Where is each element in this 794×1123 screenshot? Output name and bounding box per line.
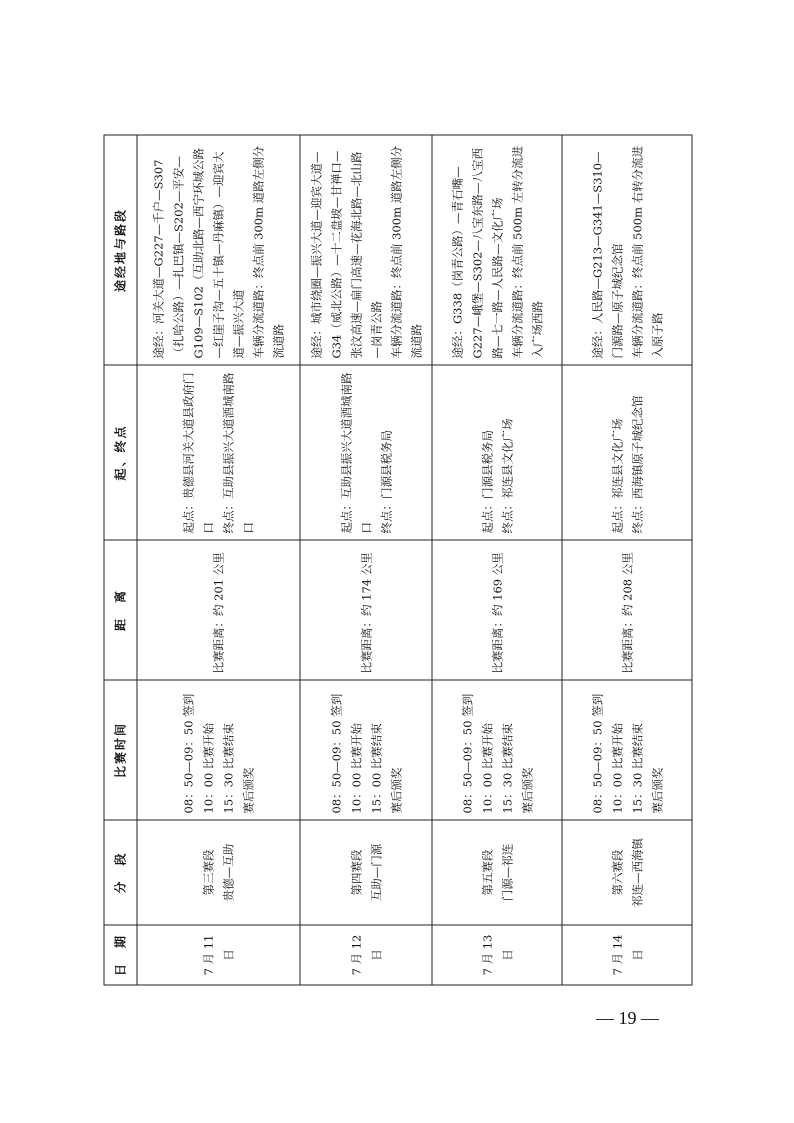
- header-segment: 分 段: [104, 820, 137, 925]
- segment-cell-line: 第四赛段: [348, 849, 363, 895]
- endpoints-cell: [137, 365, 300, 540]
- page-number: — 19 —: [596, 1008, 659, 1028]
- time-cell-line: 10：00 比赛开始: [479, 722, 494, 813]
- time-cell-line: 15：30 比赛结束: [629, 722, 644, 813]
- segment-cell-line: 第五赛段: [479, 849, 494, 895]
- time-cell-line: 08：50—09：50 签到: [181, 693, 195, 813]
- table-row: [432, 135, 562, 985]
- time-cell-line: 赛后颁奖: [388, 767, 403, 813]
- distance-cell: 比赛距离：约 208 公里: [562, 540, 692, 680]
- endpoints-cell-line: 起点：祁连县文化广场: [609, 418, 624, 533]
- time-cell-line: 10：00 比赛开始: [201, 722, 215, 813]
- route-cell-line: 车辆分流道路：终点前 500m 右转分流进入原子路: [629, 145, 664, 358]
- route-cell-line: 途经：河关大道—G227—千户—S307（扎哈公路）—扎巴镇—S202—平安—G109—S102（互助北路—西宁环城公路—红崖子沟—五十镇—丹麻镇）—迎宾大道—振兴大道: [151, 147, 245, 358]
- route-cell: [432, 135, 562, 365]
- endpoints-cell: [300, 365, 432, 540]
- distance-cell: 比赛距离：约 169 公里: [432, 540, 562, 680]
- table-row: [300, 135, 432, 985]
- route-cell-line: 途经：城市绕圈—振兴大道—迎宾大道—G34（威北公路）—十二盘坡—甘禅口—张汶高速—扁门高速—花海北路—北山路—岗青公路: [308, 150, 383, 358]
- route-cell-line: 途经：人民路—G213—G341—S310—门源路—原子城纪念馆: [589, 150, 624, 358]
- route-cell-line: 车辆分流道路：终点前 300m 道路左侧分流道路: [388, 145, 423, 358]
- endpoints-cell-line: 起点：互助县振兴大道酒城南路口: [338, 372, 373, 533]
- endpoints-cell: [432, 365, 562, 540]
- time-cell: [300, 680, 432, 820]
- time-cell: [137, 680, 300, 820]
- route-cell: [300, 135, 432, 365]
- segment-cell-line: 第三赛段: [201, 849, 215, 895]
- route-cell: [137, 135, 300, 365]
- endpoints-cell-line: 终点：门源县税务局: [378, 429, 393, 533]
- date-cell: 7 月 13 日: [432, 925, 562, 985]
- route-cell: [562, 135, 692, 365]
- time-cell-line: 赛后颁奖: [241, 767, 255, 813]
- time-cell: [432, 680, 562, 820]
- segment-cell: [432, 820, 562, 925]
- endpoints-cell: [562, 365, 692, 540]
- time-cell: [562, 680, 692, 820]
- header-endpoints: 起、终点: [104, 365, 137, 540]
- time-cell-line: 08：50—09：50 签到: [328, 693, 343, 813]
- race-schedule-table: [103, 134, 692, 985]
- header-route: 途经地与路段: [104, 135, 137, 365]
- time-cell-line: 10：00 比赛开始: [348, 722, 363, 813]
- endpoints-cell-line: 起点：门源县税务局: [479, 429, 494, 533]
- date-cell: 7 月 12 日: [300, 925, 432, 985]
- segment-cell-line: 互助—门源: [368, 843, 383, 901]
- date-cell: 7 月 11 日: [137, 925, 300, 985]
- route-cell-line: 途经：G338（岗青公路）—青石嘴—G227—峨堡—S302—八宝东路—八宝西路—七一路—人民路—文化广场: [449, 147, 504, 358]
- time-cell-line: 15：00 比赛结束: [368, 722, 383, 813]
- segment-cell-line: 祁连—西海镇: [629, 837, 644, 907]
- table-row: [137, 135, 300, 985]
- rotated-table-container: [103, 135, 690, 985]
- distance-cell: 比赛距离：约 174 公里: [300, 540, 432, 680]
- header-date: 日 期: [104, 925, 137, 985]
- segment-cell: [137, 820, 300, 925]
- segment-cell-line: 第六赛段: [609, 849, 624, 895]
- time-cell-line: 15：30 比赛结束: [221, 722, 235, 813]
- time-cell-line: 08：50—09：50 签到: [459, 693, 474, 813]
- endpoints-cell-line: 终点：祁连县文化广场: [499, 418, 514, 533]
- header-time: 比赛时间: [104, 680, 137, 820]
- time-cell-line: 赛后颁奖: [519, 767, 534, 813]
- segment-cell: [562, 820, 692, 925]
- segment-cell-line: 贵德—互助: [221, 843, 235, 901]
- time-cell-line: 08：50—09：50 签到: [589, 693, 604, 813]
- table-row: [562, 135, 692, 985]
- time-cell-line: 赛后颁奖: [649, 767, 664, 813]
- time-cell-line: 10：00 比赛开始: [609, 722, 624, 813]
- route-cell-line: 车辆分流道路：终点前 300m 道路左侧分流道路: [251, 145, 285, 358]
- segment-cell: [300, 820, 432, 925]
- date-cell: 7 月 14 日: [562, 925, 692, 985]
- table-header-row: [104, 135, 137, 985]
- endpoints-cell-line: 终点：西海镇原子城纪念馆: [629, 395, 644, 533]
- header-distance: 距 离: [104, 540, 137, 680]
- distance-cell: 比赛距离：约 201 公里: [137, 540, 300, 680]
- endpoints-cell-line: 起点：贵德县河关大道县政府门口: [181, 372, 215, 533]
- time-cell-line: 15：30 比赛结束: [499, 722, 514, 813]
- route-cell-line: 车辆分流道路：终点前 500m 左转分流进入广场西路: [509, 145, 544, 358]
- segment-cell-line: 门源—祁连: [499, 843, 514, 901]
- endpoints-cell-line: 终点：互助县振兴大道酒城南路口: [221, 372, 255, 533]
